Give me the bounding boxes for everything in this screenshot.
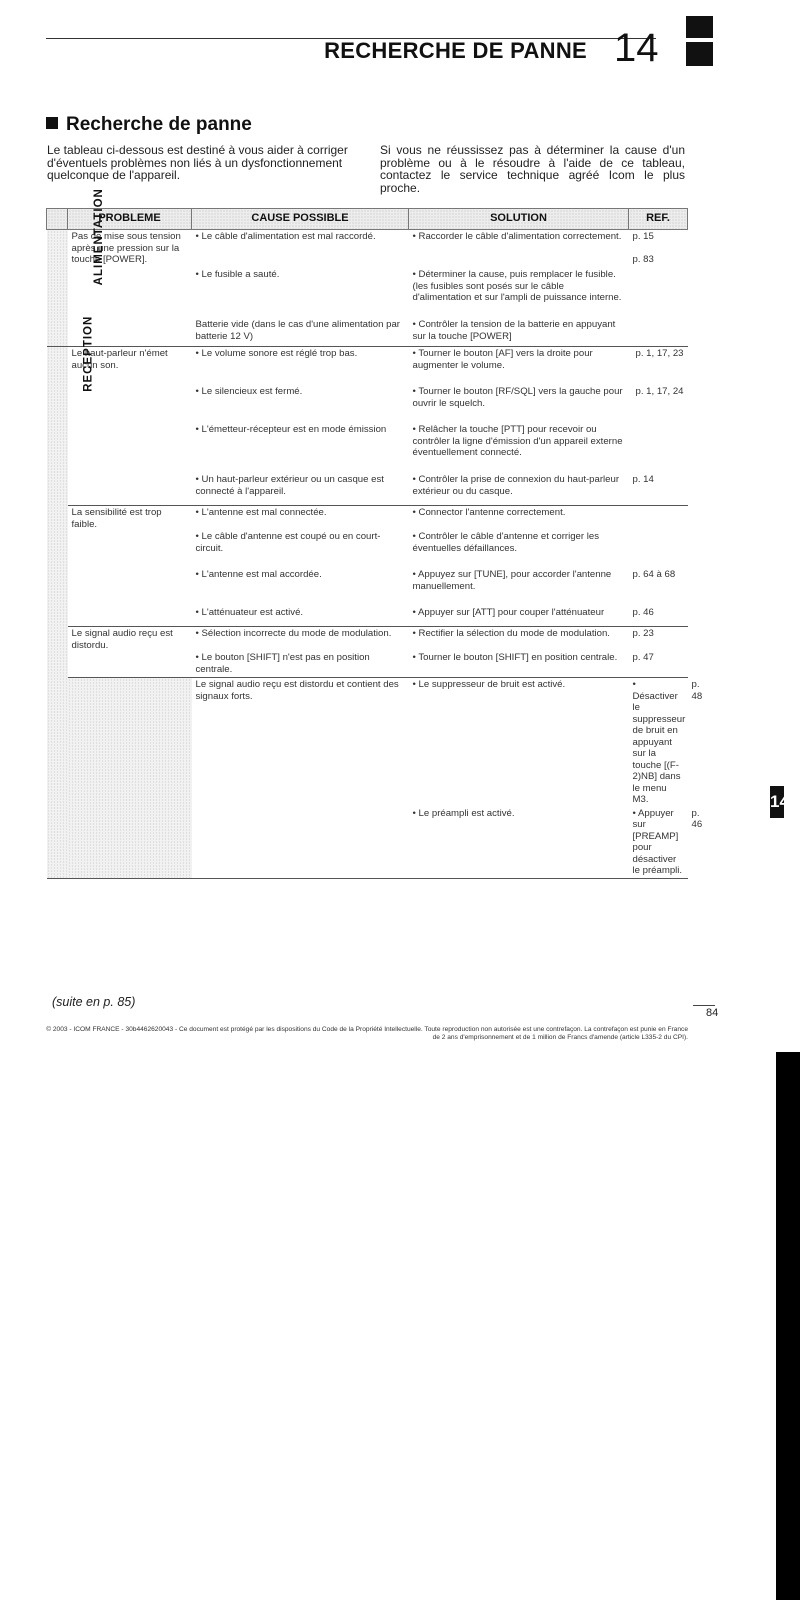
page-edge-bar xyxy=(776,1052,800,1600)
cause-cell: • L'émetteur-récepteur est en mode émission xyxy=(195,424,387,435)
square-bullet-icon xyxy=(46,117,58,129)
ref-cell xyxy=(629,506,688,531)
cause-cell: • Le préampli est activé. xyxy=(409,807,629,879)
continued-note: (suite en p. 85) xyxy=(52,995,136,1009)
problem-cell: Le signal audio reçu est distordu. xyxy=(68,627,192,678)
page-number-rule xyxy=(693,1005,715,1006)
ref-cell: p. 47 xyxy=(629,651,688,678)
cause-cell: • Le fusible a sauté. xyxy=(195,269,280,280)
cause-cell: • Le câble d'alimentation est mal raccordé. xyxy=(192,230,409,269)
table-row xyxy=(47,627,688,652)
solution-cell: • Appuyer sur [PREAMP] pour désactiver le préampli. xyxy=(629,807,688,879)
solution-cell: • Tourner le bouton [RF/SQL] vers la gauche pour ouvrir le squelch. xyxy=(412,386,623,409)
troubleshooting-table xyxy=(46,188,703,879)
ref-cell: p. 46 xyxy=(629,606,688,627)
cause-cell: • Le silencieux est fermé. xyxy=(195,386,303,397)
cause-cell: • Le volume sonore est réglé trop bas. xyxy=(192,347,409,386)
cause-cell: • Un haut-parleur extérieur ou un casque est connecté à l'appareil. xyxy=(192,473,409,506)
chapter-side-tab: 14 xyxy=(770,786,784,818)
solution-cell: • Relâcher la touche [PTT] pour recevoir ou contrôler la ligne d'émission d'un appareil externe éventuellement connecté. xyxy=(412,424,623,458)
cause-cell: • Le suppresseur de bruit est activé. xyxy=(409,678,629,807)
ref-cell: p. 83 xyxy=(632,254,654,265)
copyright-notice: © 2003 - ICOM FRANCE - 30b4462620043 - Ce document est protégé par les dispositions du Code de la Propriété Intellectuelle. Toute reproduction non autorisée est une contrefaçon. La contrefaçon est punie en France de 2 ans d'emprisonnement et de 1 million de Francs d'amende (article L335-2 du CPI). xyxy=(46,1026,688,1041)
page-number: 84 xyxy=(706,1007,719,1019)
section-title xyxy=(46,114,252,136)
ref-cell xyxy=(629,318,688,347)
solution-cell: • Appuyer sur [ATT] pour couper l'atténuateur xyxy=(409,606,629,627)
cause-cell: • L'antenne est mal accordée. xyxy=(195,569,322,580)
table-row xyxy=(47,506,688,531)
section-title-text: Recherche de panne xyxy=(66,114,252,135)
cause-cell: Batterie vide (dans le cas d'une alimentation par batterie 12 V) xyxy=(192,318,409,347)
solution-cell: • Tourner le bouton [SHIFT] en position centrale. xyxy=(409,651,629,678)
chapter-number: 14 xyxy=(614,26,659,70)
ref-cell: p. 64 à 68 xyxy=(632,569,676,580)
group-label-blank xyxy=(68,678,192,879)
group-label-power: ALIMENTATION xyxy=(47,230,68,347)
page-header-title: RECHERCHE DE PANNE xyxy=(324,38,587,63)
column-header-problem: PROBLEME xyxy=(68,209,192,230)
solution-cell: • Contrôler la prise de connexion du haut-parleur extérieur ou du casque. xyxy=(409,473,629,506)
cause-cell: • Le bouton [SHIFT] n'est pas en position centrale. xyxy=(192,651,409,678)
solution-cell: • Appuyez sur [TUNE], pour accorder l'antenne manuellement. xyxy=(412,569,612,592)
ref-cell: p. 1, 17, 23 xyxy=(629,347,688,386)
chapter-marker-block xyxy=(686,16,713,38)
intro-paragraph-right: Si vous ne réussissez pas à déterminer la cause d'un problème ou à le résoudre à l'aide de ce tableau, contactez le service technique agréé Icom le plus proche. xyxy=(380,143,685,195)
intro-paragraph-left: Le tableau ci-dessous est destiné à vous aider à corriger d'éventuels problèmes non liés à un dysfonctionnement quelconque de l'appareil. xyxy=(47,143,348,182)
column-header-ref: REF. xyxy=(629,209,688,230)
solution-cell: • Raccorder le câble d'alimentation correctement. xyxy=(409,230,629,269)
column-header-solution: SOLUTION xyxy=(409,209,629,230)
problem-cell: Le haut-parleur n'émet aucun son. xyxy=(68,347,192,506)
cause-cell: • L'atténuateur est activé. xyxy=(192,606,409,627)
solution-cell: • Déterminer la cause, puis remplacer le fusible. (les fusibles sont posés sur le câble d'alimentation et sur l'ampli de puissance interne. xyxy=(412,269,622,303)
ref-cell xyxy=(629,530,688,568)
problem-cell: Pas de mise sous tension après une pression sur la touche [POWER]. xyxy=(68,230,192,347)
ref-cell: p. 1, 17, 24 xyxy=(635,386,684,397)
group-label-reception: RECEPTION xyxy=(47,347,68,879)
solution-cell: • Contrôler la tension de la batterie en appuyant sur la touche [POWER] xyxy=(409,318,629,347)
solution-cell: • Connector l'antenne correctement. xyxy=(409,506,629,531)
solution-cell: • Rectifier la sélection du mode de modulation. xyxy=(409,627,629,652)
chapter-marker-block xyxy=(686,42,713,66)
table-row xyxy=(47,230,688,269)
table-header-row xyxy=(47,209,688,230)
cause-cell: • L'antenne est mal connectée. xyxy=(192,506,409,531)
solution-cell: • Désactiver le suppresseur de bruit en appuyant sur la touche [(F-2)NB] dans le menu M3. xyxy=(629,678,688,807)
cause-cell: • Sélection incorrecte du mode de modulation. xyxy=(192,627,409,652)
table-row xyxy=(47,347,688,386)
column-header-cause: CAUSE POSSIBLE xyxy=(192,209,409,230)
table-row: Le signal audio reçu est distordu et contient des signaux forts. • Le suppresseur de bruit est activé. • Désactiver le suppresseur de bruit en appuyant sur la touche [(F-2)NB] dans le menu M3. p. 48 xyxy=(47,678,688,807)
header-corner xyxy=(47,209,68,230)
ref-cell: p. 14 xyxy=(629,473,688,506)
solution-cell: • Tourner le bouton [AF] vers la droite pour augmenter le volume. xyxy=(409,347,629,386)
ref-cell: p. 23 xyxy=(629,627,688,652)
ref-cell xyxy=(629,423,688,473)
ref-cell: p. 15 xyxy=(629,230,688,269)
problem-cell: La sensibilité est trop faible. xyxy=(68,506,192,627)
problem-cell: Le signal audio reçu est distordu et contient des signaux forts. xyxy=(192,678,409,879)
solution-cell: • Contrôler le câble d'antenne et corriger les éventuelles défaillances. xyxy=(412,531,600,554)
cause-cell: • Le câble d'antenne est coupé ou en court-circuit. xyxy=(195,531,381,554)
table-row: • Le préampli est activé. • Appuyer sur [PREAMP] pour désactiver le préampli. p. 46 xyxy=(47,807,688,879)
